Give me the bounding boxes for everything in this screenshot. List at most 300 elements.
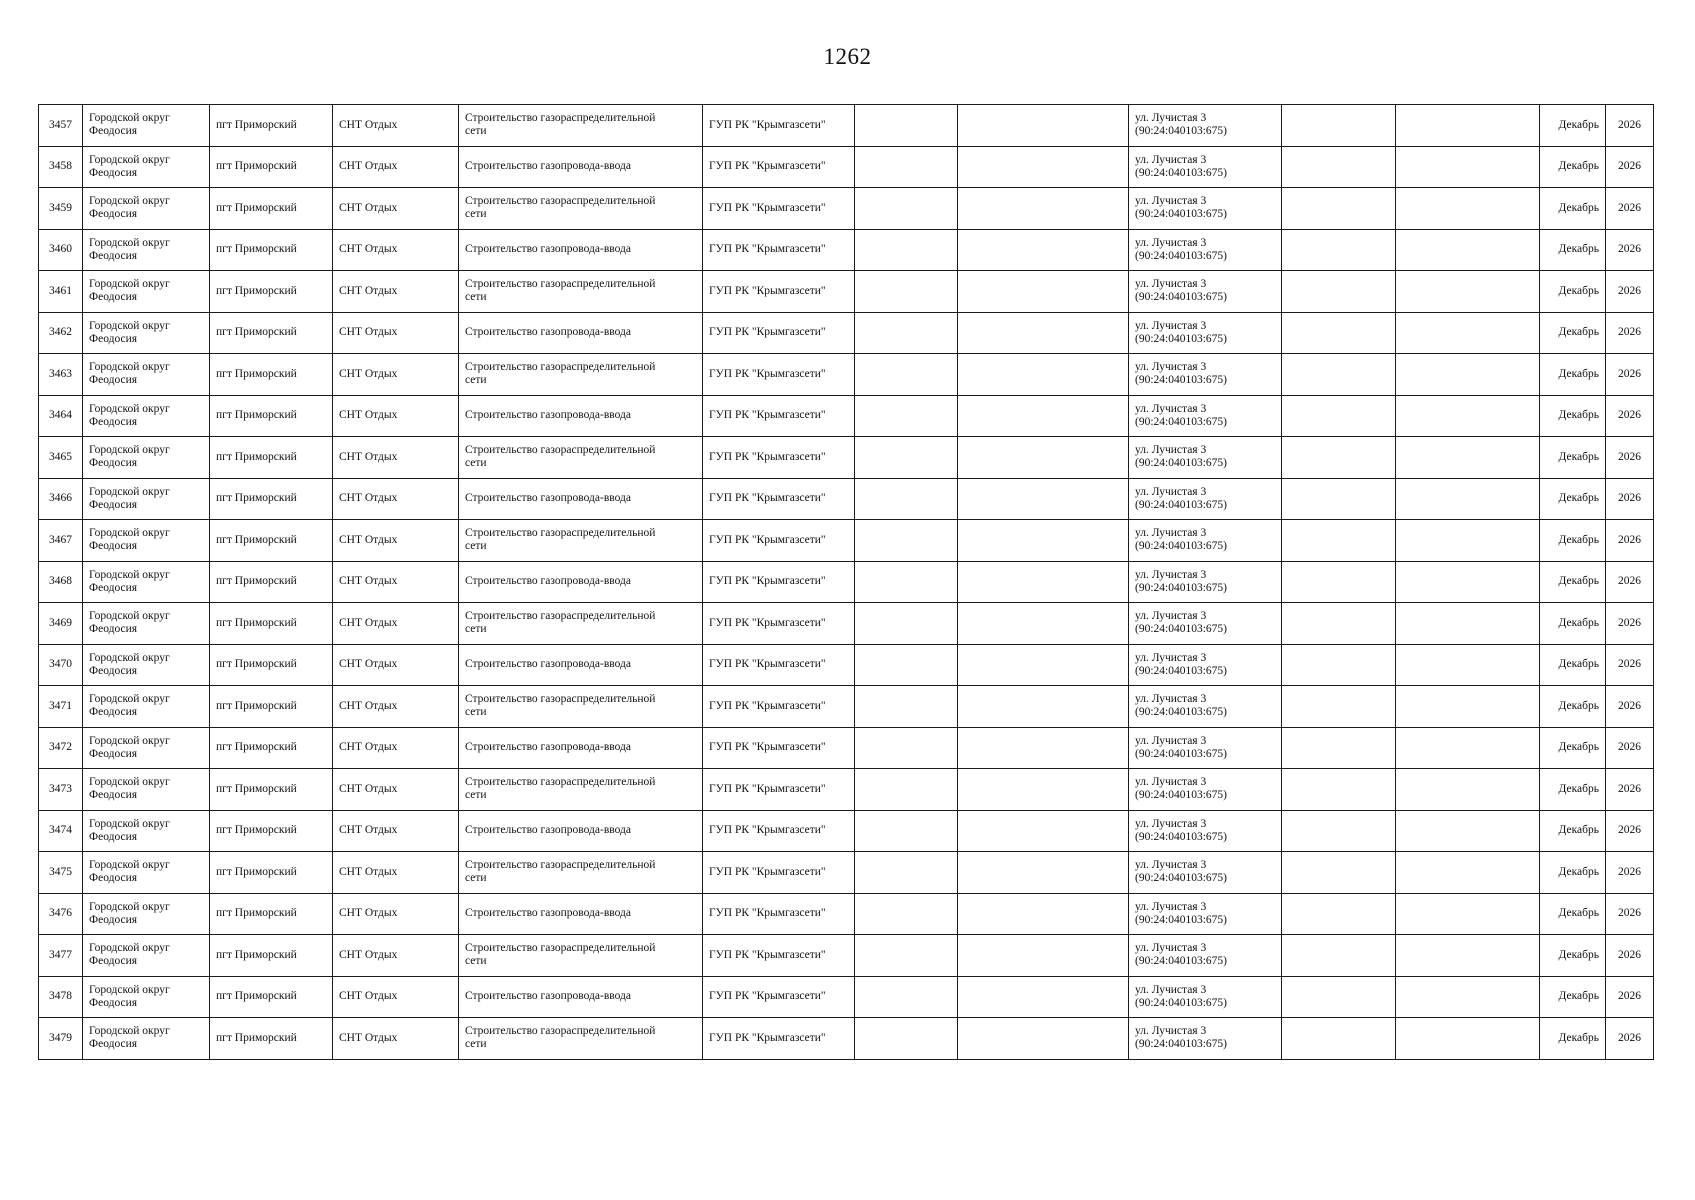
settlement-cell: пгт Приморский [210,769,333,811]
municipality-cell-line: Феодосия [89,291,138,304]
empty-cell [855,478,958,520]
month-cell: Декабрь [1540,603,1606,645]
settlement-cell: пгт Приморский [210,395,333,437]
work-type-cell [459,146,703,188]
settlement-cell: пгт Приморский [210,188,333,230]
municipality-cell-line: Феодосия [89,913,138,926]
municipality-cell [83,644,210,686]
address-cell-line: ул. Лучистая 3 [1135,568,1207,581]
row-number-cell: 3459 [39,188,83,230]
work-type-cell-line: Строительство газораспределительной [465,1025,656,1038]
row-number-cell: 3462 [39,312,83,354]
month-cell: Декабрь [1540,976,1606,1018]
table-row [39,354,1654,396]
work-type-cell [459,437,703,479]
empty-cell [1282,852,1396,894]
empty-cell [1282,810,1396,852]
work-type-cell-line: Строительство газораспределительной [465,278,656,291]
municipality-cell [83,271,210,313]
empty-cell [1282,437,1396,479]
row-number-cell: 3471 [39,686,83,728]
table-row [39,852,1654,894]
municipality-cell-line: Городской округ [89,319,170,332]
row-number-cell: 3464 [39,395,83,437]
address-cell-line: (90:24:040103:675) [1135,913,1227,926]
municipality-cell-line: Феодосия [89,581,138,594]
work-type-cell [459,893,703,935]
municipality-cell-line: Городской округ [89,112,170,125]
municipality-cell-line: Феодосия [89,664,138,677]
address-cell-line: ул. Лучистая 3 [1135,693,1207,706]
table-row [39,935,1654,977]
work-type-cell [459,561,703,603]
empty-cell [1396,478,1540,520]
snt-cell: СНТ Отдых [333,271,459,313]
address-cell-line: (90:24:040103:675) [1135,125,1227,138]
work-type-cell-line: Строительство газораспределительной [465,776,656,789]
address-cell-line: (90:24:040103:675) [1135,374,1227,387]
month-cell: Декабрь [1540,686,1606,728]
snt-cell: СНТ Отдых [333,976,459,1018]
organization-cell: ГУП РК "Крымгазсети" [703,852,855,894]
municipality-cell-line: Городской округ [89,817,170,830]
row-number-cell: 3467 [39,520,83,562]
municipality-cell-line: Городской округ [89,900,170,913]
snt-cell: СНТ Отдых [333,188,459,230]
year-cell: 2026 [1606,976,1654,1018]
work-type-cell [459,976,703,1018]
organization-cell: ГУП РК "Крымгазсети" [703,188,855,230]
work-type-cell [459,229,703,271]
month-cell: Декабрь [1540,437,1606,479]
municipality-cell-line: Городской округ [89,402,170,415]
settlement-cell: пгт Приморский [210,935,333,977]
month-cell: Декабрь [1540,395,1606,437]
municipality-cell-line: Феодосия [89,830,138,843]
empty-cell [958,893,1129,935]
snt-cell: СНТ Отдых [333,105,459,147]
empty-cell [1396,852,1540,894]
work-type-cell-line: Строительство газопровода-ввода [465,575,631,588]
empty-cell [1396,976,1540,1018]
address-cell-line: ул. Лучистая 3 [1135,527,1207,540]
address-cell [1129,893,1282,935]
municipality-cell-line: Феодосия [89,249,138,262]
address-cell-line: ул. Лучистая 3 [1135,734,1207,747]
municipality-cell-line: Городской округ [89,236,170,249]
municipality-cell-line: Городской округ [89,153,170,166]
empty-cell [855,354,958,396]
address-cell [1129,478,1282,520]
table-row [39,644,1654,686]
row-number-cell: 3472 [39,727,83,769]
municipality-cell-line: Феодосия [89,498,138,511]
municipality-cell-line: Городской округ [89,568,170,581]
empty-cell [958,188,1129,230]
table-row [39,188,1654,230]
empty-cell [958,437,1129,479]
snt-cell: СНТ Отдых [333,1018,459,1060]
month-cell: Декабрь [1540,810,1606,852]
empty-cell [1396,437,1540,479]
municipality-cell-line: Городской округ [89,859,170,872]
work-type-cell-line: Строительство газопровода-ввода [465,160,631,173]
work-type-cell-line: сети [465,872,487,885]
address-cell [1129,354,1282,396]
empty-cell [855,188,958,230]
organization-cell: ГУП РК "Крымгазсети" [703,769,855,811]
month-cell: Декабрь [1540,271,1606,313]
empty-cell [958,769,1129,811]
settlement-cell: пгт Приморский [210,354,333,396]
snt-cell: СНТ Отдых [333,893,459,935]
empty-cell [855,105,958,147]
work-type-cell-line: Строительство газораспределительной [465,859,656,872]
work-type-cell [459,769,703,811]
work-type-cell [459,935,703,977]
empty-cell [855,1018,958,1060]
table-row [39,229,1654,271]
address-cell-line: (90:24:040103:675) [1135,540,1227,553]
address-cell-line: (90:24:040103:675) [1135,457,1227,470]
municipality-cell-line: Феодосия [89,872,138,885]
year-cell: 2026 [1606,478,1654,520]
table-row [39,1018,1654,1060]
month-cell: Декабрь [1540,561,1606,603]
snt-cell: СНТ Отдых [333,146,459,188]
organization-cell: ГУП РК "Крымгазсети" [703,520,855,562]
snt-cell: СНТ Отдых [333,769,459,811]
table-row [39,893,1654,935]
year-cell: 2026 [1606,188,1654,230]
address-cell [1129,852,1282,894]
year-cell: 2026 [1606,769,1654,811]
empty-cell [1396,686,1540,728]
table-row [39,769,1654,811]
address-cell [1129,437,1282,479]
empty-cell [855,727,958,769]
year-cell: 2026 [1606,271,1654,313]
empty-cell [958,810,1129,852]
work-type-cell-line: Строительство газораспределительной [465,942,656,955]
address-cell-line: ул. Лучистая 3 [1135,651,1207,664]
empty-cell [1282,188,1396,230]
address-cell-line: (90:24:040103:675) [1135,498,1227,511]
municipality-cell-line: Городской округ [89,444,170,457]
table-row [39,520,1654,562]
municipality-cell-line: Городской округ [89,651,170,664]
settlement-cell: пгт Приморский [210,561,333,603]
work-type-cell-line: Строительство газопровода-ввода [465,492,631,505]
empty-cell [1282,893,1396,935]
empty-cell [958,520,1129,562]
empty-cell [855,976,958,1018]
organization-cell: ГУП РК "Крымгазсети" [703,603,855,645]
address-cell-line: (90:24:040103:675) [1135,996,1227,1009]
municipality-cell-line: Феодосия [89,166,138,179]
organization-cell: ГУП РК "Крымгазсети" [703,229,855,271]
address-cell [1129,976,1282,1018]
snt-cell: СНТ Отдых [333,354,459,396]
work-type-cell [459,727,703,769]
address-cell-line: ул. Лучистая 3 [1135,859,1207,872]
work-type-cell-line: сети [465,540,487,553]
address-cell-line: (90:24:040103:675) [1135,623,1227,636]
empty-cell [855,395,958,437]
year-cell: 2026 [1606,935,1654,977]
year-cell: 2026 [1606,520,1654,562]
settlement-cell: пгт Приморский [210,520,333,562]
municipality-cell-line: Городской округ [89,1025,170,1038]
empty-cell [1282,146,1396,188]
organization-cell: ГУП РК "Крымгазсети" [703,935,855,977]
row-number-cell: 3468 [39,561,83,603]
empty-cell [1396,146,1540,188]
empty-cell [1396,769,1540,811]
table-row [39,312,1654,354]
empty-cell [1282,271,1396,313]
address-cell-line: ул. Лучистая 3 [1135,361,1207,374]
municipality-cell [83,520,210,562]
organization-cell: ГУП РК "Крымгазсети" [703,976,855,1018]
municipality-cell [83,478,210,520]
table-row [39,810,1654,852]
month-cell: Декабрь [1540,935,1606,977]
empty-cell [855,229,958,271]
municipality-cell [83,893,210,935]
municipality-cell-line: Феодосия [89,623,138,636]
month-cell: Декабрь [1540,852,1606,894]
work-type-cell-line: Строительство газораспределительной [465,527,656,540]
municipality-cell [83,354,210,396]
municipality-cell-line: Феодосия [89,125,138,138]
empty-cell [855,437,958,479]
empty-cell [1282,354,1396,396]
address-cell [1129,105,1282,147]
snt-cell: СНТ Отдых [333,520,459,562]
empty-cell [1282,686,1396,728]
snt-cell: СНТ Отдых [333,644,459,686]
organization-cell: ГУП РК "Крымгазсети" [703,437,855,479]
snt-cell: СНТ Отдых [333,686,459,728]
address-cell-line: (90:24:040103:675) [1135,415,1227,428]
empty-cell [958,354,1129,396]
municipality-cell [83,188,210,230]
empty-cell [1282,478,1396,520]
month-cell: Декабрь [1540,520,1606,562]
empty-cell [1282,561,1396,603]
year-cell: 2026 [1606,810,1654,852]
work-type-cell [459,395,703,437]
work-type-cell-line: сети [465,374,487,387]
empty-cell [958,976,1129,1018]
municipality-cell [83,312,210,354]
settlement-cell: пгт Приморский [210,312,333,354]
empty-cell [1396,893,1540,935]
municipality-cell-line: Городской округ [89,527,170,540]
municipality-cell-line: Феодосия [89,540,138,553]
work-type-cell-line: Строительство газопровода-ввода [465,243,631,256]
empty-cell [958,105,1129,147]
empty-cell [1282,520,1396,562]
work-type-cell-line: Строительство газопровода-ввода [465,658,631,671]
empty-cell [855,312,958,354]
empty-cell [855,769,958,811]
municipality-cell-line: Городской округ [89,776,170,789]
work-type-cell [459,686,703,728]
month-cell: Декабрь [1540,229,1606,271]
empty-cell [958,561,1129,603]
year-cell: 2026 [1606,686,1654,728]
address-cell-line: (90:24:040103:675) [1135,789,1227,802]
empty-cell [1282,312,1396,354]
empty-cell [1396,229,1540,271]
municipality-cell [83,727,210,769]
table-row [39,395,1654,437]
row-number-cell: 3469 [39,603,83,645]
empty-cell [958,395,1129,437]
year-cell: 2026 [1606,105,1654,147]
work-type-cell [459,603,703,645]
empty-cell [1282,105,1396,147]
municipality-cell [83,935,210,977]
organization-cell: ГУП РК "Крымгазсети" [703,354,855,396]
address-cell-line: ул. Лучистая 3 [1135,112,1207,125]
settlement-cell: пгт Приморский [210,1018,333,1060]
settlement-cell: пгт Приморский [210,229,333,271]
address-cell-line: ул. Лучистая 3 [1135,817,1207,830]
table-row [39,478,1654,520]
address-cell-line: (90:24:040103:675) [1135,1038,1227,1051]
municipality-cell-line: Городской округ [89,942,170,955]
empty-cell [958,478,1129,520]
work-type-cell-line: Строительство газопровода-ввода [465,907,631,920]
empty-cell [855,644,958,686]
snt-cell: СНТ Отдых [333,229,459,271]
row-number-cell: 3461 [39,271,83,313]
row-number-cell: 3475 [39,852,83,894]
address-cell [1129,312,1282,354]
empty-cell [1396,810,1540,852]
municipality-cell-line: Феодосия [89,374,138,387]
empty-cell [1396,105,1540,147]
row-number-cell: 3473 [39,769,83,811]
settlement-cell: пгт Приморский [210,852,333,894]
empty-cell [958,229,1129,271]
address-cell [1129,229,1282,271]
organization-cell: ГУП РК "Крымгазсети" [703,395,855,437]
municipality-cell-line: Феодосия [89,747,138,760]
row-number-cell: 3466 [39,478,83,520]
address-cell-line: ул. Лучистая 3 [1135,278,1207,291]
work-type-cell-line: сети [465,125,487,138]
work-type-cell-line: Строительство газопровода-ввода [465,741,631,754]
municipality-cell [83,229,210,271]
municipality-cell-line: Городской округ [89,983,170,996]
address-cell-line: ул. Лучистая 3 [1135,1025,1207,1038]
empty-cell [1396,188,1540,230]
month-cell: Декабрь [1540,312,1606,354]
municipality-cell [83,437,210,479]
address-cell-line: ул. Лучистая 3 [1135,195,1207,208]
work-type-cell-line: Строительство газораспределительной [465,112,656,125]
year-cell: 2026 [1606,1018,1654,1060]
empty-cell [855,893,958,935]
organization-cell: ГУП РК "Крымгазсети" [703,271,855,313]
address-cell-line: (90:24:040103:675) [1135,872,1227,885]
address-cell-line: (90:24:040103:675) [1135,830,1227,843]
work-type-cell [459,478,703,520]
municipality-cell-line: Городской округ [89,693,170,706]
municipality-cell [83,1018,210,1060]
municipality-cell [83,395,210,437]
empty-cell [855,935,958,977]
work-type-cell [459,520,703,562]
empty-cell [958,644,1129,686]
row-number-cell: 3463 [39,354,83,396]
month-cell: Декабрь [1540,478,1606,520]
empty-cell [855,520,958,562]
row-number-cell: 3460 [39,229,83,271]
organization-cell: ГУП РК "Крымгазсети" [703,644,855,686]
empty-cell [1282,603,1396,645]
municipality-cell [83,686,210,728]
empty-cell [1396,271,1540,313]
address-cell-line: (90:24:040103:675) [1135,166,1227,179]
empty-cell [1396,312,1540,354]
address-cell-line: (90:24:040103:675) [1135,581,1227,594]
work-type-cell [459,188,703,230]
settlement-cell: пгт Приморский [210,437,333,479]
row-number-cell: 3465 [39,437,83,479]
row-number-cell: 3474 [39,810,83,852]
address-cell-line: ул. Лучистая 3 [1135,610,1207,623]
empty-cell [958,852,1129,894]
work-type-cell-line: сети [465,955,487,968]
address-cell [1129,188,1282,230]
address-cell [1129,271,1282,313]
snt-cell: СНТ Отдых [333,852,459,894]
address-cell-line: ул. Лучистая 3 [1135,776,1207,789]
year-cell: 2026 [1606,437,1654,479]
empty-cell [958,935,1129,977]
address-cell-line: ул. Лучистая 3 [1135,402,1207,415]
work-type-cell-line: Строительство газораспределительной [465,610,656,623]
snt-cell: СНТ Отдых [333,312,459,354]
municipality-cell-line: Феодосия [89,208,138,221]
table-row [39,686,1654,728]
work-type-cell [459,810,703,852]
address-cell [1129,1018,1282,1060]
row-number-cell: 3478 [39,976,83,1018]
work-type-cell [459,312,703,354]
empty-cell [1396,520,1540,562]
address-cell-line: ул. Лучистая 3 [1135,983,1207,996]
row-number-cell: 3479 [39,1018,83,1060]
year-cell: 2026 [1606,561,1654,603]
work-type-cell [459,1018,703,1060]
month-cell: Декабрь [1540,188,1606,230]
table-row [39,561,1654,603]
year-cell: 2026 [1606,312,1654,354]
month-cell: Декабрь [1540,769,1606,811]
empty-cell [855,810,958,852]
organization-cell: ГУП РК "Крымгазсети" [703,810,855,852]
empty-cell [958,271,1129,313]
empty-cell [1396,1018,1540,1060]
empty-cell [855,686,958,728]
organization-cell: ГУП РК "Крымгазсети" [703,686,855,728]
